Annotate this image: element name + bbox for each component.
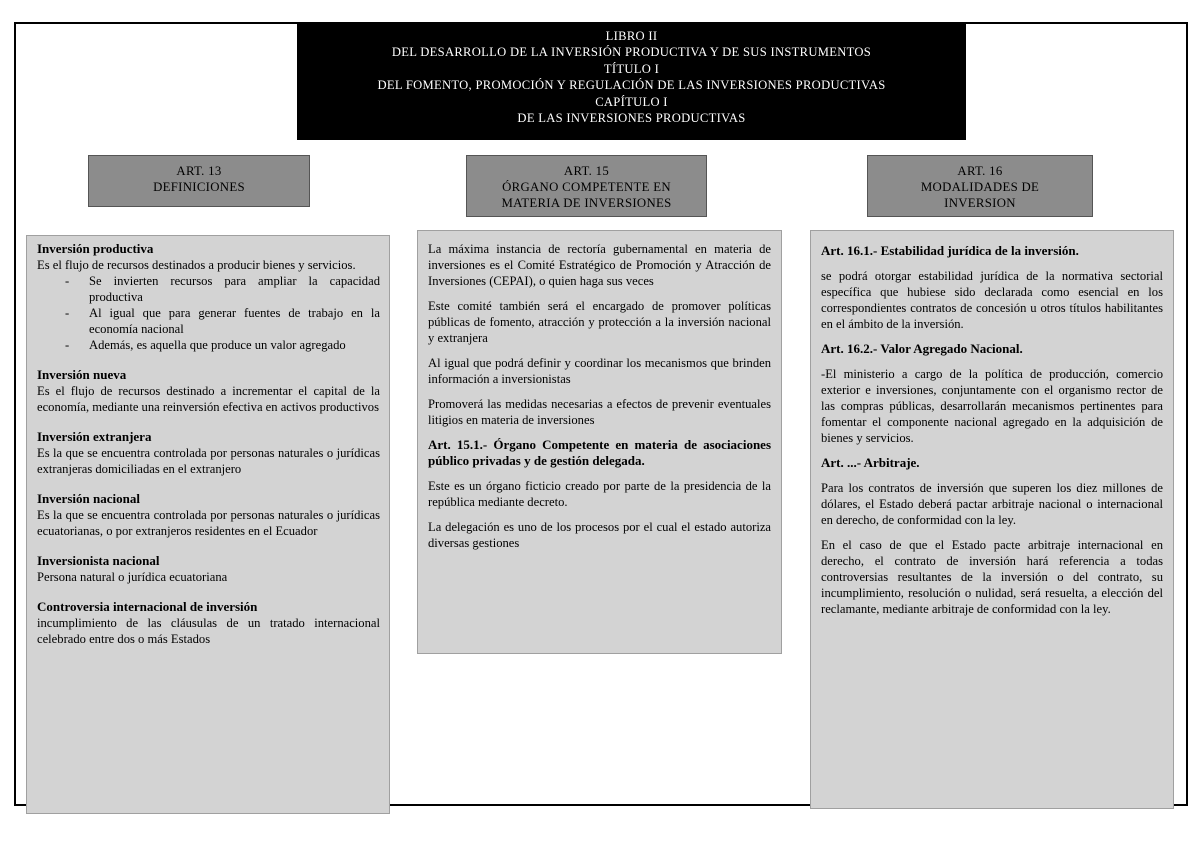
paragraph: Este comité también será el encargado de promover políticas públicas de fomento, atracción y protección a la inversión nacional y extranjera bbox=[428, 299, 771, 345]
definition-text: Es el flujo de recursos destinados a producir bienes y servicios. bbox=[37, 258, 356, 272]
article-13-number: ART. 13 bbox=[176, 164, 222, 178]
bullet-item: - Además, es aquella que produce un valor agregado bbox=[65, 337, 380, 353]
article-13-box bbox=[88, 155, 310, 207]
paragraph: Promoverá las medidas necesarias a efectos de prevenir eventuales litigios en materia de inversiones bbox=[428, 397, 771, 427]
definition-text: Es la que se encuentra controlada por personas naturales o jurídicas ecuatorianas, o por extranjeros residentes en el Ecuador bbox=[37, 508, 380, 538]
subarticle-heading: Art. 15.1.- Órgano Competente en materia de asociaciones público privadas y de gestión delegada. bbox=[428, 437, 771, 468]
modalidades-column bbox=[810, 230, 1174, 809]
header-line: DEL FOMENTO, PROMOCIÓN Y REGULACIÓN DE LAS INVERSIONES PRODUCTIVAS bbox=[377, 78, 886, 93]
header-line: CAPÍTULO I bbox=[595, 94, 668, 109]
definitions-column bbox=[26, 235, 390, 814]
article-15-title: ÓRGANO COMPETENTE EN bbox=[502, 180, 671, 194]
definition-bullets bbox=[37, 273, 380, 353]
definition-term: Inversión productiva bbox=[37, 241, 154, 256]
frame-top-line-left bbox=[14, 22, 297, 24]
article-16-title: INVERSION bbox=[944, 196, 1016, 210]
paragraph: En el caso de que el Estado pacte arbitraje internacional en derecho, el contrato de inversión hará referencia a todas controversias resultantes de la inversión o del contrato, su incumplimiento, resolución o nulidad, será resuelta, a elección del reclamante, mediante arbitraje de conformidad con la ley. bbox=[821, 538, 1163, 616]
header-line: DEL DESARROLLO DE LA INVERSIÓN PRODUCTIVA Y DE SUS INSTRUMENTOS bbox=[391, 45, 872, 60]
paragraph: La máxima instancia de rectoría gubernamental en materia de inversiones es el Comité Estratégico de Promoción y Atracción de Inversiones (CEPAI), o quien haga sus veces bbox=[428, 242, 771, 288]
paragraph: Al igual que podrá definir y coordinar los mecanismos que brinden información a inversionistas bbox=[428, 356, 771, 386]
organo-competente-column bbox=[417, 230, 782, 654]
definition-term: Inversión extranjera bbox=[37, 429, 152, 444]
bullet-item: - Al igual que para generar fuentes de trabajo en la economía nacional bbox=[65, 305, 380, 337]
definition-term: Inversión nueva bbox=[37, 367, 127, 382]
paragraph: Este es un órgano ficticio creado por parte de la presidencia de la república mediante decreto. bbox=[428, 479, 771, 509]
header-line: LIBRO II bbox=[605, 29, 658, 43]
definition-block bbox=[37, 241, 380, 353]
article-15-box bbox=[466, 155, 707, 217]
definition-block bbox=[37, 367, 380, 415]
definition-text: Es la que se encuentra controlada por personas naturales o jurídicas extranjeras domiciliadas en el extranjero bbox=[37, 446, 380, 476]
article-16-box bbox=[867, 155, 1093, 217]
subarticle-heading: Art. ...- Arbitraje. bbox=[821, 455, 920, 470]
definition-block bbox=[37, 599, 380, 647]
frame-top-line-right bbox=[966, 22, 1186, 24]
paragraph: Para los contratos de inversión que superen los diez millones de dólares, el Estado deberá pactar arbitraje nacional o internacional en derecho, de conformidad con la ley. bbox=[821, 481, 1163, 527]
article-15-number: ART. 15 bbox=[563, 164, 610, 178]
article-15-title: MATERIA DE INVERSIONES bbox=[501, 196, 672, 210]
subarticle-heading: Art. 16.2.- Valor Agregado Nacional. bbox=[821, 341, 1023, 356]
paragraph: La delegación es uno de los procesos por el cual el estado autoriza diversas gestiones bbox=[428, 520, 771, 550]
definition-block bbox=[37, 491, 380, 539]
definition-text: incumplimiento de las cláusulas de un tratado internacional celebrado entre dos o más Estados bbox=[37, 616, 380, 646]
definition-block bbox=[37, 553, 380, 585]
article-13-title: DEFINICIONES bbox=[153, 180, 245, 194]
definition-text: Persona natural o jurídica ecuatoriana bbox=[37, 570, 228, 584]
article-16-number: ART. 16 bbox=[957, 164, 1003, 178]
definition-term: Inversionista nacional bbox=[37, 553, 160, 568]
paragraph: se podrá otorgar estabilidad jurídica de la normativa sectorial específica que hubiese sido declarada como esencial en los correspondientes contratos de concesión u otros títulos habilitantes en el ámbito de la inversión. bbox=[821, 269, 1163, 331]
definition-block bbox=[37, 429, 380, 477]
subarticle-heading: Art. 16.1.- Estabilidad jurídica de la inversión. bbox=[821, 243, 1079, 258]
paragraph: -El ministerio a cargo de la política de producción, comercio exterior e inversiones, conjuntamente con el organismo rector de las compras públicas, desarrollarán mecanismos pertinentes para fomentar el componente nacional agregado en la adquisición de bienes y servicios. bbox=[821, 367, 1163, 445]
header-line: DE LAS INVERSIONES PRODUCTIVAS bbox=[517, 111, 746, 126]
header-line: TÍTULO I bbox=[603, 61, 660, 76]
definition-term: Inversión nacional bbox=[37, 491, 140, 506]
bullet-item: - Se invierten recursos para ampliar la capacidad productiva bbox=[65, 273, 380, 305]
article-16-title: MODALIDADES DE bbox=[920, 180, 1040, 194]
definition-text: Es el flujo de recursos destinado a incrementar el capital de la economía, mediante una reinversión efectiva en activos productivos bbox=[37, 384, 380, 414]
chapter-header bbox=[297, 22, 966, 140]
definition-term: Controversia internacional de inversión bbox=[37, 599, 258, 614]
